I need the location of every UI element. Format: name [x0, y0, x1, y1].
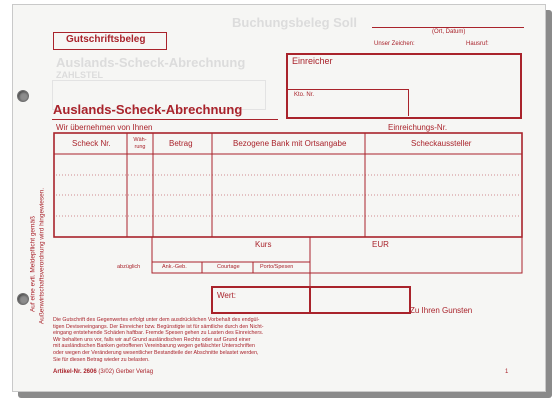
side-note-line1: Auf eine evtl. Meldepflicht gemäß: [29, 215, 37, 313]
footnote-line: Die Gutschrift des Gegenwertes erfolgt unter dem ausdrücklichen Vorbehalt des endgül-: [53, 317, 260, 323]
hausruf-label: Hausruf:: [466, 41, 489, 47]
abzueglich-label: abzüglich: [117, 264, 141, 270]
ghost-middle-title: Auslands-Scheck-Abrechnung: [56, 55, 246, 70]
gutschrift-amount-field[interactable]: [312, 289, 408, 311]
eur-label: EUR: [372, 240, 389, 249]
ank-geb-label: Ank.-Geb.: [162, 264, 187, 270]
gutschriftsbeleg-label: Gutschriftsbeleg: [66, 34, 146, 45]
einreicher-label: Einreicher: [292, 56, 333, 66]
footnote-line: Wir behalten uns vor, falls wir auf Grund ausländischen Rechts oder auf Grund einer: [53, 336, 251, 343]
zu-ihren-gunsten-label: Zu Ihren Gunsten: [410, 306, 473, 315]
wert-label: Wert:: [217, 291, 236, 300]
form-title: Auslands-Scheck-Abrechnung: [53, 102, 243, 117]
footnote-line: Sie für diesen Betrag wieder zu belasten.: [53, 356, 150, 363]
kurs-label: Kurs: [255, 240, 272, 249]
wir-uebernehmen-label: Wir übernehmen von Ihnen: [56, 123, 153, 132]
col-scheckaussteller: Scheckaussteller: [411, 139, 472, 148]
table-row[interactable]: [55, 217, 521, 236]
col-scheck-nr: Scheck Nr.: [72, 139, 111, 148]
table-row[interactable]: [55, 196, 521, 216]
artikel-nr-bold: Artikel-Nr. 2606: [53, 369, 97, 375]
col-betrag: Betrag: [169, 139, 193, 148]
ort-datum-label: (Ort, Datum): [432, 29, 466, 35]
col-waehrung-text: Wäh-rung: [133, 137, 147, 150]
footnote-line: mit ausländischen Banken getroffenen Vereinbarung wegen gefälschter Unterschriften: [53, 343, 255, 350]
artikel-nr: [53, 369, 153, 375]
artikel-nr-rest: (3/02) Gerber Verlag: [96, 369, 154, 375]
footnote-line: oder wegen der Veränderung wesentlicher Bestandteile der Abschnitte belastet werden,: [53, 349, 259, 356]
table-row[interactable]: [55, 155, 521, 175]
side-note-line2: Außenwirtschaftsverordnung wird hingewiesen.: [38, 187, 46, 325]
col-waehrung: [129, 137, 151, 151]
wert-field[interactable]: [240, 289, 308, 311]
ghost-top-title: Buchungsbeleg Soll: [232, 15, 357, 30]
porto-spesen-label: Porto/Spesen: [260, 264, 294, 270]
table-row[interactable]: [55, 176, 521, 195]
einreichungs-nr-label: Einreichungs-Nr.: [388, 123, 448, 132]
page-number: 1: [505, 369, 509, 375]
footnote: [53, 317, 303, 363]
unser-zeichen-label: Unser Zeichen:: [374, 41, 415, 47]
kto-nr-label: Kto. Nr.: [294, 92, 315, 98]
ghost-middle-sub: ZAHLSTEL: [56, 70, 103, 80]
courtage-label: Courtage: [217, 264, 240, 270]
footnote-line: eingang entstehende Schäden haftbar. Fremde Spesen gehen zu Lasten des Einreichers.: [53, 330, 264, 337]
footnote-line: tigen Deviseneingangs. Der Einreicher bzw. Begünstigte ist für sämtliche durch den Nicht-: [53, 323, 264, 330]
col-bezogene-bank: Bezogene Bank mit Ortsangabe: [233, 139, 347, 148]
